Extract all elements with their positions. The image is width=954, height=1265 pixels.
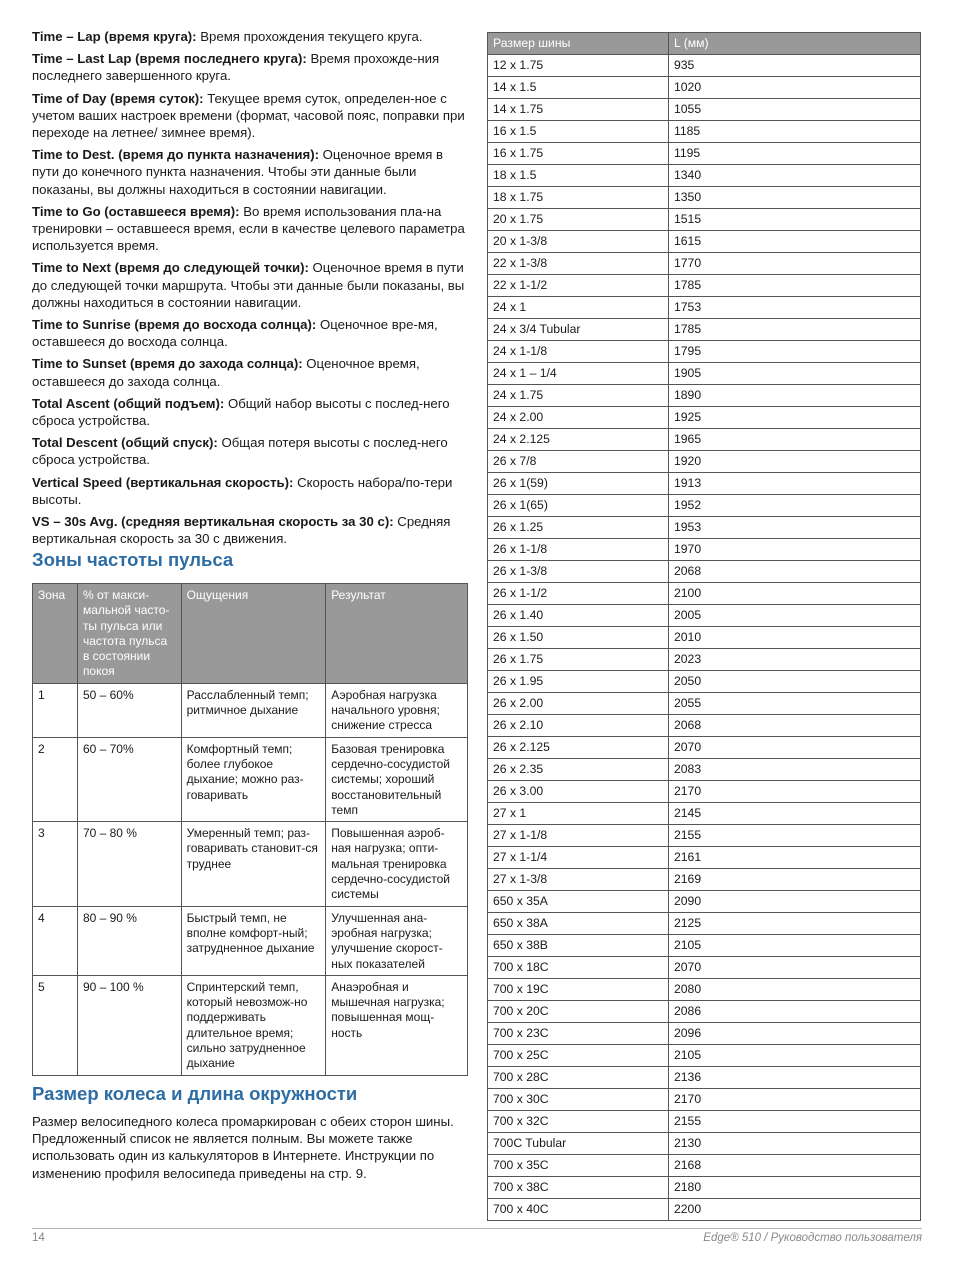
tire-length: 2005 [669, 605, 921, 627]
tire-row [488, 1155, 921, 1177]
definition-item [32, 90, 470, 142]
definition-text: Во время использования пла-на тренировки – оставшееся время, если в качестве целевого параметра используется время. [32, 203, 465, 254]
tire-size: 27 x 1-3/8 [488, 869, 669, 891]
heart-rate-zones-heading: Зоны частоты пульса [32, 549, 234, 570]
tire-row [488, 187, 921, 209]
tire-row [488, 649, 921, 671]
tire-length: 1925 [669, 407, 921, 429]
tire-length: 2105 [669, 935, 921, 957]
zone-percent: 90 – 100 % [77, 975, 181, 1075]
definition-term: Total Ascent (общий подъем): [32, 395, 225, 411]
zone-number: 3 [33, 822, 78, 906]
tire-row [488, 253, 921, 275]
tire-size: 24 x 1 [488, 297, 669, 319]
zone-number: 2 [33, 737, 78, 821]
definition-text: Оценочное вре-мя, оставшееся до восхода солнца. [32, 317, 438, 350]
tire-length: 1970 [669, 539, 921, 561]
tire-size: 650 x 38A [488, 913, 669, 935]
tire-size: 24 x 1 – 1/4 [488, 363, 669, 385]
tire-row [488, 77, 921, 99]
tire-row [488, 517, 921, 539]
zones-header-feeling: Ощущения [181, 584, 326, 684]
definition-item [32, 259, 470, 311]
tire-row [488, 561, 921, 583]
tire-header-size: Размер шины [488, 33, 669, 55]
heart-rate-zones-table [32, 583, 468, 1076]
definition-item [32, 513, 470, 547]
tire-size: 700 x 32C [488, 1111, 669, 1133]
tire-length: 2070 [669, 957, 921, 979]
tire-size: 26 x 2.00 [488, 693, 669, 715]
tire-length: 935 [669, 55, 921, 77]
tire-length: 1920 [669, 451, 921, 473]
tire-length: 1350 [669, 187, 921, 209]
tire-size: 14 x 1.5 [488, 77, 669, 99]
tire-size: 26 x 1-1/8 [488, 539, 669, 561]
tire-length: 2145 [669, 803, 921, 825]
tire-length: 2070 [669, 737, 921, 759]
tire-row [488, 715, 921, 737]
tire-length: 2105 [669, 1045, 921, 1067]
zone-result: Повышенная аэроб-ная нагрузка; опти-мальная тренировка сердечно-сосудистой системы [326, 822, 468, 906]
tire-row [488, 319, 921, 341]
zones-table-body [33, 683, 468, 1075]
tire-size: 700 x 23C [488, 1023, 669, 1045]
tire-size: 650 x 35A [488, 891, 669, 913]
tire-length: 2168 [669, 1155, 921, 1177]
zone-row [33, 737, 468, 821]
definition-term: Time – Lap (время круга): [32, 29, 197, 44]
tire-size: 24 x 2.00 [488, 407, 669, 429]
tire-row [488, 1001, 921, 1023]
tire-row [488, 1177, 921, 1199]
tire-row [488, 803, 921, 825]
definition-text: Оценочное время в пути до следующей точки маршрута. Чтобы эти данные были показаны, вы должны находиться в состоянии навигации. [32, 260, 465, 310]
zone-percent: 60 – 70% [77, 737, 181, 821]
definition-item [32, 474, 470, 508]
tire-size: 26 x 1.40 [488, 605, 669, 627]
zone-row [33, 822, 468, 906]
tire-length: 1785 [669, 275, 921, 297]
tire-row [488, 539, 921, 561]
tire-row [488, 693, 921, 715]
tire-size: 26 x 1.95 [488, 671, 669, 693]
tire-size: 18 x 1.5 [488, 165, 669, 187]
zone-result: Базовая тренировка сердечно-сосудистой системы; хороший восстановительный темп [326, 737, 468, 821]
tire-size: 26 x 1-3/8 [488, 561, 669, 583]
definition-term: Time to Next (время до следующей точки): [32, 260, 309, 276]
tire-size: 24 x 3/4 Tubular [488, 319, 669, 341]
tire-length: 2080 [669, 979, 921, 1001]
definition-term: Time to Dest. (время до пункта назначения): [32, 147, 319, 163]
zone-feeling: Комфортный темп; более глубокое дыхание; можно раз-говаривать [181, 737, 326, 821]
tire-row [488, 165, 921, 187]
tire-row [488, 209, 921, 231]
tire-size: 26 x 1.75 [488, 649, 669, 671]
tire-row [488, 1133, 921, 1155]
tire-size: 26 x 7/8 [488, 451, 669, 473]
definition-text: Время прохожде-ния последнего завершенного круга. [32, 51, 440, 84]
tire-row [488, 957, 921, 979]
tire-length: 2155 [669, 1111, 921, 1133]
zone-result: Анаэробная и мышечная нагрузка; повышенная мощ-ность [326, 975, 468, 1075]
tire-row [488, 671, 921, 693]
zone-row [33, 683, 468, 737]
tire-size-table [487, 32, 921, 1221]
tire-size: 26 x 1.25 [488, 517, 669, 539]
tire-length: 1785 [669, 319, 921, 341]
definition-term: VS – 30s Avg. (средняя вертикальная скорость за 30 с): [32, 514, 394, 530]
tire-length: 2170 [669, 1089, 921, 1111]
tire-length: 1195 [669, 143, 921, 165]
tire-length: 2083 [669, 759, 921, 781]
tire-size: 700 x 35C [488, 1155, 669, 1177]
tire-row [488, 1023, 921, 1045]
tire-length: 1770 [669, 253, 921, 275]
tire-row [488, 231, 921, 253]
tire-size: 14 x 1.75 [488, 99, 669, 121]
definition-item [32, 28, 470, 45]
tire-size: 700 x 38C [488, 1177, 669, 1199]
tire-length: 2023 [669, 649, 921, 671]
tire-length: 2200 [669, 1199, 921, 1221]
tire-size: 700 x 18C [488, 957, 669, 979]
tire-length: 1055 [669, 99, 921, 121]
tire-length: 2180 [669, 1177, 921, 1199]
tire-length: 1913 [669, 473, 921, 495]
tire-row [488, 935, 921, 957]
definition-text: Оценочное время, оставшееся до захода солнца. [32, 356, 420, 389]
tire-length: 1753 [669, 297, 921, 319]
zone-number: 1 [33, 683, 78, 737]
tire-table-body [488, 55, 921, 1221]
definition-item [32, 395, 470, 429]
tire-row [488, 99, 921, 121]
tire-row [488, 495, 921, 517]
tire-row [488, 341, 921, 363]
tire-size: 26 x 2.125 [488, 737, 669, 759]
tire-size: 27 x 1 [488, 803, 669, 825]
tire-length: 2100 [669, 583, 921, 605]
tire-length: 1795 [669, 341, 921, 363]
tire-size: 20 x 1-3/8 [488, 231, 669, 253]
tire-size: 26 x 3.00 [488, 781, 669, 803]
tire-size: 26 x 1(59) [488, 473, 669, 495]
data-field-definitions [32, 28, 470, 552]
definition-text: Общий набор высоты с послед-него сброса устройства. [32, 395, 450, 429]
definition-item [32, 146, 470, 198]
definition-term: Vertical Speed (вертикальная скорость): [32, 474, 294, 490]
zones-header-row [33, 584, 468, 684]
tire-row [488, 847, 921, 869]
tire-row [488, 385, 921, 407]
footer-title: Edge® 510 / Руководство пользователя [703, 1232, 922, 1244]
tire-length: 1340 [669, 165, 921, 187]
tire-length: 2169 [669, 869, 921, 891]
tire-length: 2090 [669, 891, 921, 913]
definition-text: Текущее время суток, определен-ное с учетом ваших настроек времени (формат, часовой пояс, поправки при переходе на летнее/ зимнее время). [32, 90, 465, 141]
tire-length: 2010 [669, 627, 921, 649]
tire-length: 1615 [669, 231, 921, 253]
tire-size: 700 x 40C [488, 1199, 669, 1221]
tire-size: 26 x 2.35 [488, 759, 669, 781]
zone-percent: 80 – 90 % [77, 906, 181, 975]
zone-row [33, 975, 468, 1075]
tire-size: 650 x 38B [488, 935, 669, 957]
tire-length: 2155 [669, 825, 921, 847]
tire-row [488, 627, 921, 649]
tire-length: 2125 [669, 913, 921, 935]
tire-size: 16 x 1.5 [488, 121, 669, 143]
definition-term: Time to Sunrise (время до восхода солнца): [32, 317, 317, 333]
tire-row [488, 825, 921, 847]
tire-size: 26 x 1-1/2 [488, 583, 669, 605]
tire-length: 1020 [669, 77, 921, 99]
tire-length: 2136 [669, 1067, 921, 1089]
tire-row [488, 451, 921, 473]
tire-size: 700C Tubular [488, 1133, 669, 1155]
tire-length: 1965 [669, 429, 921, 451]
zone-number: 4 [33, 906, 78, 975]
tire-size: 22 x 1-1/2 [488, 275, 669, 297]
tire-row [488, 1111, 921, 1133]
definition-text: Скорость набора/по-тери высоты. [32, 474, 453, 507]
definition-item [32, 355, 470, 389]
tire-row [488, 913, 921, 935]
tire-length: 1185 [669, 121, 921, 143]
tire-size: 700 x 25C [488, 1045, 669, 1067]
tire-row [488, 473, 921, 495]
definition-item [32, 50, 470, 84]
tire-length: 2055 [669, 693, 921, 715]
tire-length: 2050 [669, 671, 921, 693]
wheel-size-heading: Размер колеса и длина окружности [32, 1083, 358, 1104]
tire-row [488, 583, 921, 605]
tire-row [488, 1089, 921, 1111]
definition-term: Time of Day (время суток): [32, 90, 204, 106]
tire-row [488, 1045, 921, 1067]
tire-size: 18 x 1.75 [488, 187, 669, 209]
tire-row [488, 781, 921, 803]
tire-size: 27 x 1-1/4 [488, 847, 669, 869]
tire-size: 24 x 1.75 [488, 385, 669, 407]
tire-length: 1905 [669, 363, 921, 385]
tire-length: 1890 [669, 385, 921, 407]
footer-divider [32, 1228, 922, 1229]
tire-size: 700 x 20C [488, 1001, 669, 1023]
tire-row [488, 407, 921, 429]
tire-length: 1952 [669, 495, 921, 517]
definition-text: Общая потеря высоты с послед-него сброса устройства. [32, 435, 448, 468]
definition-text: Оценочное время в пути до конечного пункта назначения. Чтобы эти данные были показаны, вы должны находиться в состоянии навигации. [32, 147, 444, 197]
tire-length: 2161 [669, 847, 921, 869]
tire-size: 700 x 30C [488, 1089, 669, 1111]
zone-feeling: Спринтерский темп, который невозмож-но поддерживать длительное время; сильно затрудненное дыхание [181, 975, 326, 1075]
tire-row [488, 869, 921, 891]
tire-header-row [488, 33, 921, 55]
zone-number: 5 [33, 975, 78, 1075]
zone-row [33, 906, 468, 975]
tire-size: 20 x 1.75 [488, 209, 669, 231]
definition-term: Time to Go (оставшееся время): [32, 203, 240, 219]
tire-size: 700 x 28C [488, 1067, 669, 1089]
definition-term: Total Descent (общий спуск): [32, 435, 218, 451]
tire-size: 26 x 1(65) [488, 495, 669, 517]
tire-length: 2096 [669, 1023, 921, 1045]
tire-row [488, 429, 921, 451]
tire-size: 700 x 19C [488, 979, 669, 1001]
zone-result: Улучшенная ана-эробная нагрузка; улучшение скорост-ных показателей [326, 906, 468, 975]
tire-length: 2130 [669, 1133, 921, 1155]
tire-length: 1515 [669, 209, 921, 231]
tire-row [488, 605, 921, 627]
zone-feeling: Быстрый темп, не вполне комфорт-ный; затрудненное дыхание [181, 906, 326, 975]
tire-length: 1953 [669, 517, 921, 539]
tire-row [488, 363, 921, 385]
tire-length: 2068 [669, 715, 921, 737]
definition-term: Time – Last Lap (время последнего круга): [32, 51, 307, 67]
tire-row [488, 891, 921, 913]
definition-item [32, 203, 470, 255]
tire-size: 26 x 2.10 [488, 715, 669, 737]
tire-length: 2068 [669, 561, 921, 583]
definition-term: Time to Sunset (время до захода солнца): [32, 356, 303, 372]
zones-header-zone: Зона [33, 584, 78, 684]
zone-result: Аэробная нагрузка начального уровня; снижение стресса [326, 683, 468, 737]
tire-size: 12 x 1.75 [488, 55, 669, 77]
tire-size: 22 x 1-3/8 [488, 253, 669, 275]
tire-row [488, 1199, 921, 1221]
zone-percent: 70 – 80 % [77, 822, 181, 906]
definition-text: Время прохождения текущего круга. [196, 29, 423, 44]
zones-header-result: Результат [326, 584, 468, 684]
zones-header-percent: % от макси-мальной часто-ты пульса или частота пульса в состоянии покоя [77, 584, 181, 684]
wheel-size-paragraph: Размер велосипедного колеса промаркирован с обеих сторон шины. Предложенный список не является полным. Вы можете также использовать один из калькуляторов в Интернете. Инструкции по изменению профиля велосипеда приведены на стр. 9. [32, 1114, 454, 1181]
tire-row [488, 297, 921, 319]
tire-row [488, 55, 921, 77]
tire-size: 16 x 1.75 [488, 143, 669, 165]
zone-feeling: Умеренный темп; раз-говаривать становит-ся труднее [181, 822, 326, 906]
tire-row [488, 979, 921, 1001]
page-number: 14 [32, 1232, 45, 1244]
tire-row [488, 737, 921, 759]
definition-item [32, 316, 470, 350]
zone-feeling: Расслабленный темп; ритмичное дыхание [181, 683, 326, 737]
tire-row [488, 143, 921, 165]
tire-row [488, 759, 921, 781]
tire-size: 24 x 1-1/8 [488, 341, 669, 363]
tire-header-length: L (мм) [669, 33, 921, 55]
definition-item [32, 434, 470, 468]
definition-text: Средняя вертикальная скорость за 30 с движения. [32, 514, 451, 547]
tire-size: 24 x 2.125 [488, 429, 669, 451]
tire-row [488, 275, 921, 297]
tire-row [488, 121, 921, 143]
tire-size: 26 x 1.50 [488, 627, 669, 649]
tire-size: 27 x 1-1/8 [488, 825, 669, 847]
tire-length: 2086 [669, 1001, 921, 1023]
tire-length: 2170 [669, 781, 921, 803]
tire-row [488, 1067, 921, 1089]
zone-percent: 50 – 60% [77, 683, 181, 737]
